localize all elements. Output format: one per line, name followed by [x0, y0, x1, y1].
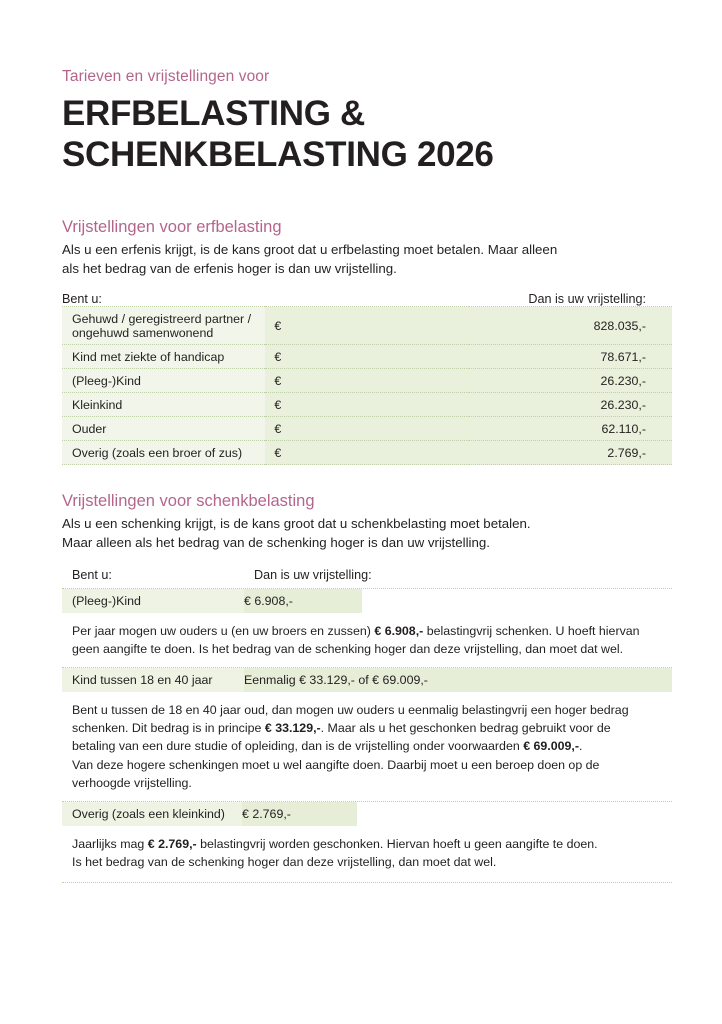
note-text: schenken. Dit bedrag is in principe	[72, 721, 265, 736]
band-amount: € 6.908,-	[244, 589, 362, 613]
band-category: (Pleeg-)Kind	[62, 589, 244, 613]
note-emphasis: € 2.769,-	[147, 836, 197, 851]
row-currency-symbol: €	[265, 307, 468, 345]
row-amount: 2.769,-	[469, 441, 672, 465]
table-row	[62, 307, 672, 345]
row-label: (Pleeg-)Kind	[62, 369, 265, 393]
page-title-line-2: SCHENKBELASTING 2026	[62, 134, 494, 174]
table-row	[62, 441, 672, 465]
section-intro-erfbelasting	[62, 240, 662, 278]
table-row	[62, 345, 672, 369]
row-amount: 828.035,-	[469, 307, 672, 345]
row-currency-symbol: €	[265, 345, 468, 369]
note-line	[72, 756, 672, 774]
row-amount: 26.230,-	[469, 369, 672, 393]
note-text: .	[579, 739, 583, 754]
row-label: Ouder	[62, 417, 265, 441]
note-text: . Maar als u het geschonken bedrag gebruikt voor de	[320, 721, 611, 736]
note-text: belastingvrij schenken. U hoeft hiervan	[423, 624, 640, 638]
note-line	[72, 701, 672, 719]
note-text: Van deze hogere schenkingen moet u wel aangifte doen. Daarbij moet u een beroep doen op de	[72, 757, 600, 772]
row-currency-symbol: €	[265, 369, 468, 393]
row-label: Kleinkind	[62, 393, 265, 417]
note-line	[72, 737, 672, 755]
row-label: Kind met ziekte of handicap	[62, 345, 265, 369]
note-text: geen aangifte te doen. Is het bedrag van de schenking hoger dan deze vrijstelling, dan moet dat wel.	[72, 642, 624, 657]
note-text: Jaarlijks mag	[72, 836, 148, 851]
note-line	[72, 719, 672, 737]
document-masthead	[50, 0, 672, 175]
document-kicker: Tarieven en vrijstellingen voor	[62, 68, 270, 85]
table-row	[62, 417, 672, 441]
band-amount: € 2.769,-	[242, 802, 357, 826]
note-line	[72, 853, 672, 871]
note-text: betaling van een dure studie of opleiding, dan is de vrijstelling onder voorwaarden	[72, 739, 524, 754]
band-filler	[362, 589, 672, 613]
row-amount: 26.230,-	[469, 393, 672, 417]
band-amount: Eenmalig € 33.129,- of € 69.009,-	[244, 668, 672, 692]
table-row	[62, 369, 672, 393]
table-row	[62, 393, 672, 417]
intro-line: Maar alleen als het bedrag van de schenking hoger is dan uw vrijstelling.	[62, 534, 490, 550]
band-filler	[357, 802, 672, 826]
note-text: belastingvrij worden geschonken. Hiervan hoeft u geen aangifte te doen.	[196, 836, 598, 851]
row-amount: 78.671,-	[469, 345, 672, 369]
note-text: verhoogde vrijstelling.	[72, 775, 192, 790]
table-header-row	[62, 292, 672, 307]
row-currency-symbol: €	[265, 393, 468, 417]
section-schenkbelasting	[62, 491, 672, 883]
note-text: Bent u tussen de 18 en 40 jaar oud, dan mogen uw ouders u eenmalig belastingvrij een hoger bedrag	[72, 703, 629, 718]
note-text: Per jaar mogen uw ouders u (en uw broers en zussen)	[72, 624, 375, 638]
intro-line: Als u een erfenis krijgt, is de kans groot dat u erfbelasting moet betalen. Maar alleen	[62, 241, 558, 257]
row-label: Gehuwd / geregistreerd partner / ongehuwd samenwonend	[62, 307, 265, 345]
note-line	[72, 835, 672, 853]
table-header-row	[62, 566, 672, 588]
row-amount: 62.110,-	[469, 417, 672, 441]
section-erfbelasting	[62, 217, 672, 465]
column-header-bent-u: Bent u:	[62, 566, 254, 588]
schenkbelasting-exemption-table	[62, 566, 672, 883]
page-title	[62, 93, 672, 176]
note-line	[72, 640, 672, 658]
section-intro-schenkbelasting	[62, 514, 662, 552]
table-body	[62, 588, 672, 880]
note-line	[72, 622, 672, 640]
exemption-band	[62, 667, 672, 692]
note-line	[72, 774, 672, 792]
note-emphasis: € 33.129,-	[264, 721, 321, 736]
table-head	[62, 292, 672, 307]
row-label: Overig (zoals een broer of zus)	[62, 441, 265, 465]
table-body	[62, 307, 672, 465]
exemption-note	[62, 692, 672, 801]
exemption-note	[62, 826, 672, 880]
band-category: Overig (zoals een kleinkind)	[62, 802, 242, 826]
row-currency-symbol: €	[265, 417, 468, 441]
note-text: Is het bedrag van de schenking hoger dan deze vrijstelling, dan moet dat wel.	[72, 854, 497, 869]
erfbelasting-exemption-table	[62, 292, 672, 465]
section-heading-erfbelasting: Vrijstellingen voor erfbelasting	[62, 218, 282, 237]
column-header-vrijstelling: Dan is uw vrijstelling:	[265, 292, 672, 307]
section-heading-schenkbelasting: Vrijstellingen voor schenkbelasting	[62, 492, 315, 511]
note-emphasis: € 69.009,-	[523, 739, 579, 754]
exemption-band	[62, 801, 672, 826]
intro-line: Als u een schenking krijgt, is de kans groot dat u schenkbelasting moet betalen.	[62, 515, 531, 531]
exemption-note	[62, 613, 672, 667]
column-header-vrijstelling: Dan is uw vrijstelling:	[254, 566, 372, 588]
table-bottom-rule	[62, 882, 672, 883]
exemption-band	[62, 588, 672, 613]
band-category: Kind tussen 18 en 40 jaar	[62, 668, 244, 692]
page-title-line-1: ERFBELASTING &	[62, 93, 366, 133]
column-header-bent-u: Bent u:	[62, 292, 265, 307]
intro-line: als het bedrag van de erfenis hoger is dan uw vrijstelling.	[62, 260, 397, 276]
row-currency-symbol: €	[265, 441, 468, 465]
note-emphasis: € 6.908,-	[374, 624, 424, 638]
